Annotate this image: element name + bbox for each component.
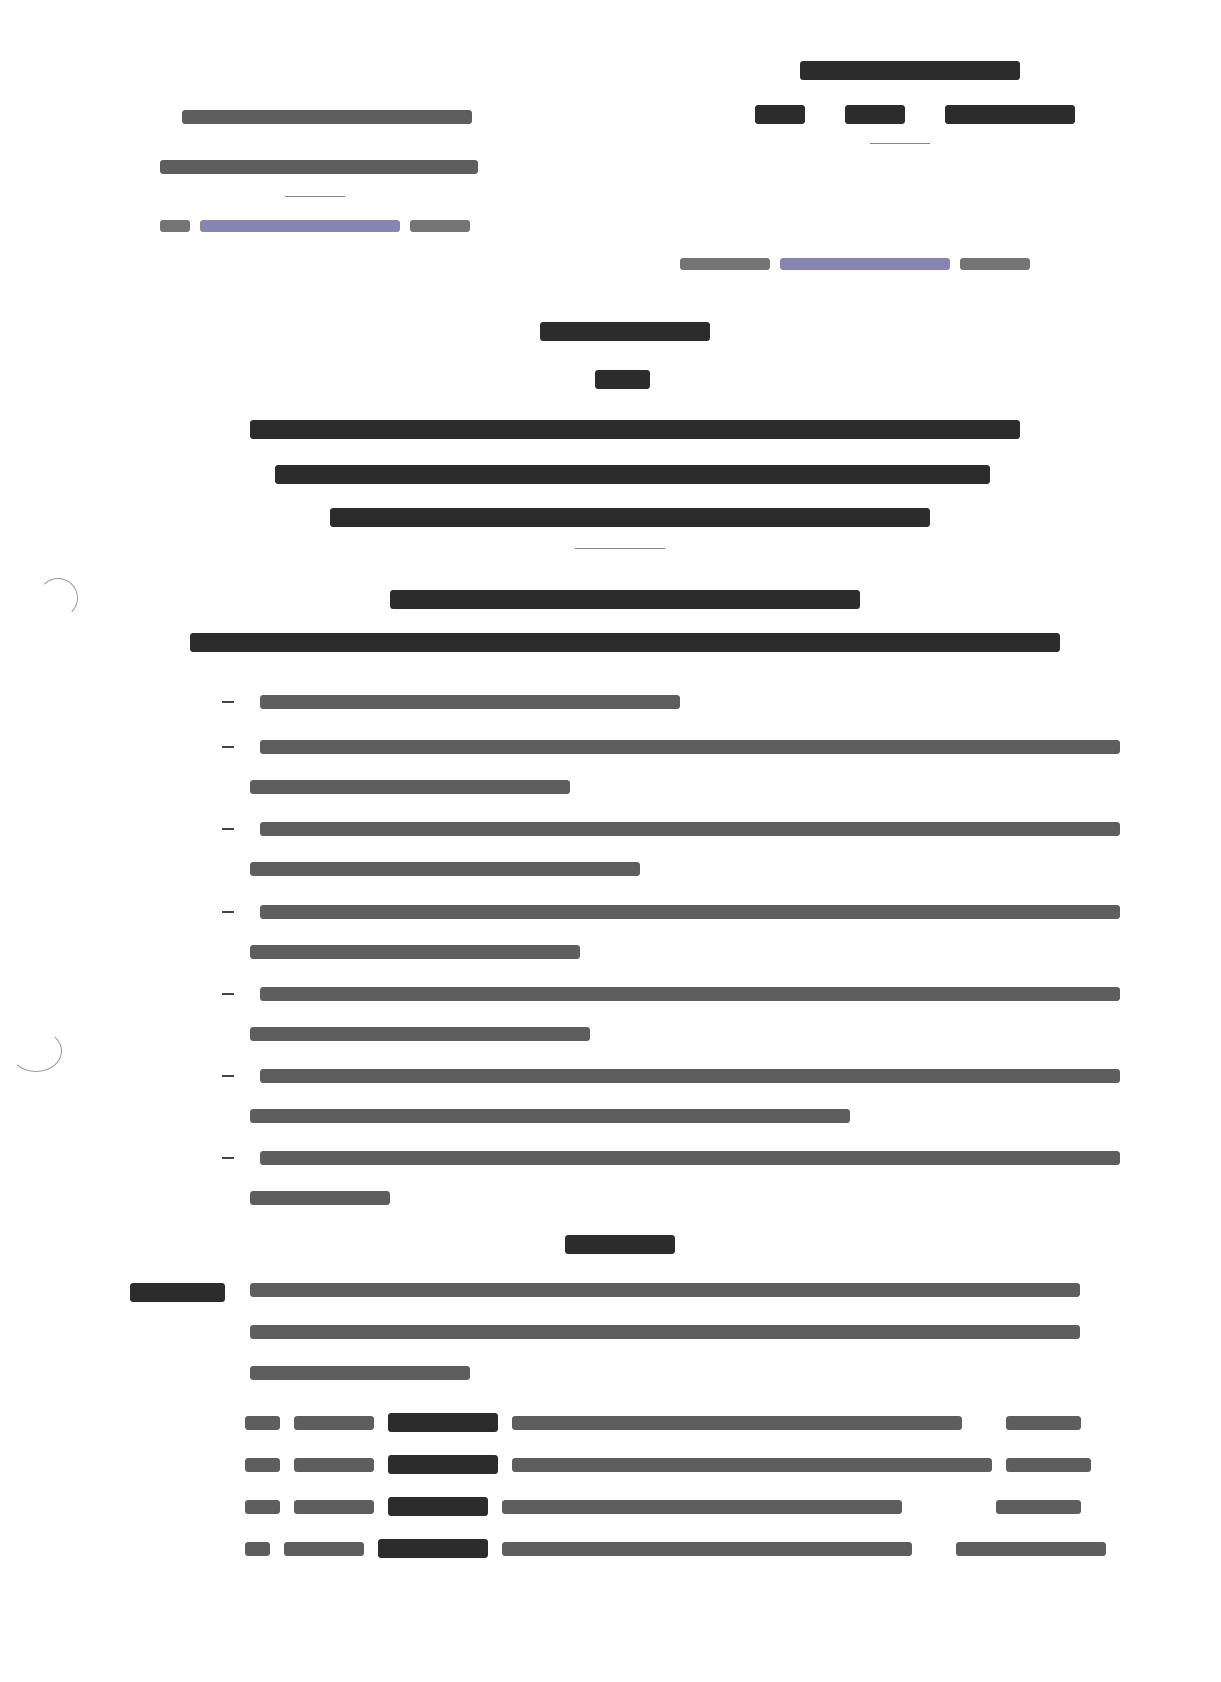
preamble-item — [222, 987, 1120, 1001]
preamble-item — [222, 1069, 1120, 1083]
header-right-rule — [870, 143, 930, 144]
preamble-item — [222, 905, 1120, 919]
preamble-item — [222, 822, 1120, 836]
title-rule — [575, 548, 665, 549]
nation-motto — [755, 105, 1075, 124]
punch-hole — [10, 1030, 62, 1072]
preamble-item — [222, 740, 1120, 754]
preamble-item-cont — [250, 1027, 590, 1041]
preamble-item-cont — [250, 780, 570, 794]
preamble-item-cont — [250, 1191, 390, 1205]
ministry-header-line-2 — [160, 160, 478, 174]
punch-hole — [38, 578, 78, 618]
title-line-1 — [250, 420, 1020, 439]
title-decision — [540, 322, 710, 341]
article-1-line-1 — [250, 1283, 1080, 1297]
decision-heading — [565, 1235, 675, 1254]
title-line-3 — [330, 508, 930, 527]
article-1-line-2 — [250, 1325, 1080, 1339]
member-row — [245, 1539, 1106, 1558]
title-line-2 — [275, 465, 990, 484]
kingdom-header — [790, 60, 1060, 80]
authority-line-1 — [390, 590, 860, 609]
date-line — [680, 258, 1030, 270]
article-1-line-3 — [250, 1366, 470, 1380]
preamble-item-cont — [250, 1109, 850, 1123]
preamble-item-cont — [250, 945, 580, 959]
ministry-header-line-1 — [182, 110, 472, 124]
article-1-label — [130, 1283, 225, 1302]
authority-line-2 — [190, 633, 1060, 652]
member-row — [245, 1455, 1091, 1474]
member-row — [245, 1497, 1081, 1516]
preamble-item-cont — [250, 862, 640, 876]
preamble-item — [222, 1151, 1120, 1165]
member-row — [245, 1413, 1081, 1432]
header-left-rule — [285, 196, 345, 197]
preamble-item — [222, 695, 680, 709]
reference-number — [160, 220, 470, 232]
title-regarding — [595, 370, 650, 389]
